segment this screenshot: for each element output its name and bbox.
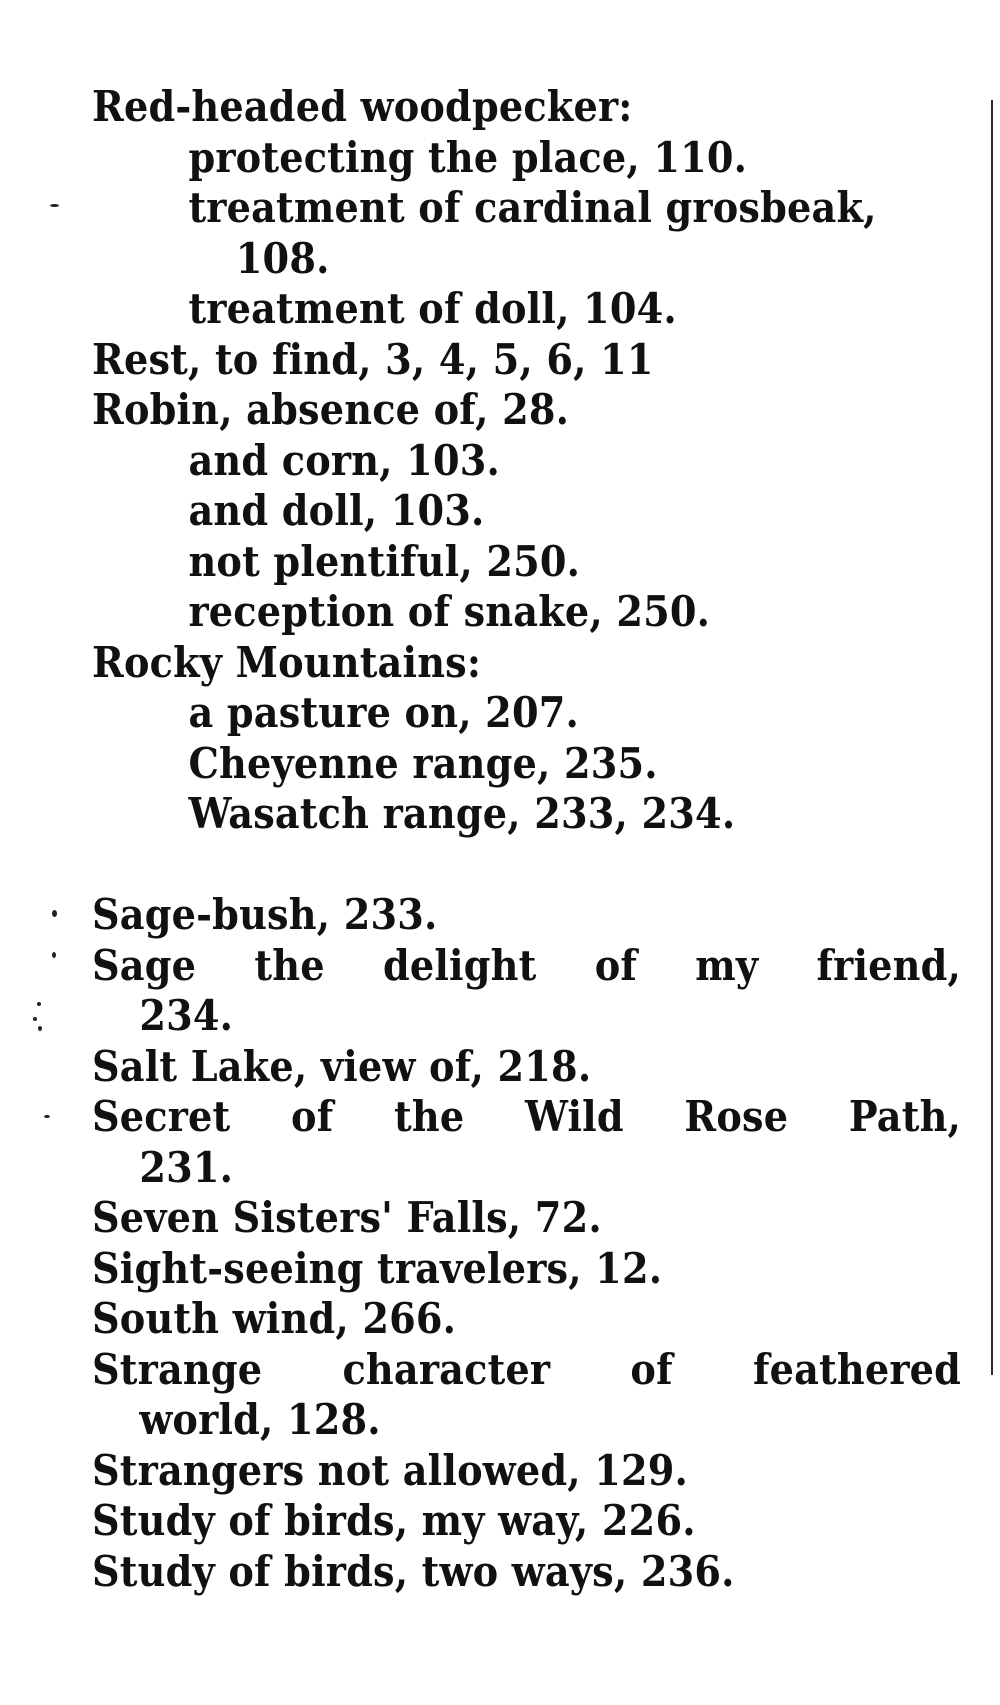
index-continuation: world, 128. [139,1395,381,1444]
index-continuation: 108. [235,233,330,283]
print-speck [38,1026,42,1031]
index-heading: Strange character of feathered [92,1344,962,1394]
index-spacer [92,840,960,891]
index-heading: Sage the delight of my friend, [92,940,962,990]
index-heading: Salt Lake, view of, 218. [92,1041,592,1091]
index-subentry: and doll, 103. [188,486,485,535]
index-heading: Sight-seeing travelers, 12. [92,1243,663,1293]
print-speck [50,204,59,207]
index-heading: Seven Sisters' Falls, 72. [92,1193,602,1242]
print-speck [37,1002,41,1006]
index-subentry: treatment of cardinal grosbeak, [188,183,877,232]
index-subentry: reception of snake, 250. [188,587,711,636]
index-list [92,82,960,1597]
print-speck [44,1115,50,1118]
index-heading: South wind, 266. [92,1294,457,1343]
index-heading: Robin, absence of, 28. [92,385,570,434]
print-speck [33,1017,37,1021]
print-speck [52,910,57,917]
index-heading: Rocky Mountains: [92,637,482,687]
index-subentry: a pasture on, 207. [188,688,580,737]
index-heading: Study of birds, two ways, 236. [92,1546,735,1596]
index-heading: Secret of the Wild Rose Path, [92,1092,962,1141]
index-continuation: 234. [139,991,234,1040]
print-speck [52,952,56,958]
index-heading: Red-headed woodpecker: [92,82,633,131]
index-heading: Rest, to find, 3, 4, 5, 6, 11 [92,334,654,384]
index-continuation: 231. [139,1142,234,1192]
index-subentry: and corn, 103. [188,435,500,485]
index-subentry: protecting the place, 110. [188,132,748,182]
index-subentry: not plentiful, 250. [188,536,581,586]
index-heading: Study of birds, my way, 226. [92,1496,696,1545]
index-subentry: treatment of doll, 104. [188,284,677,333]
index-heading: Strangers not allowed, 129. [92,1445,689,1495]
index-heading: Sage-bush, 233. [92,890,438,939]
column-rule [991,100,993,1375]
index-subentry: Cheyenne range, 235. [188,738,658,788]
index-subentry: Wasatch range, 233, 234. [188,789,736,838]
